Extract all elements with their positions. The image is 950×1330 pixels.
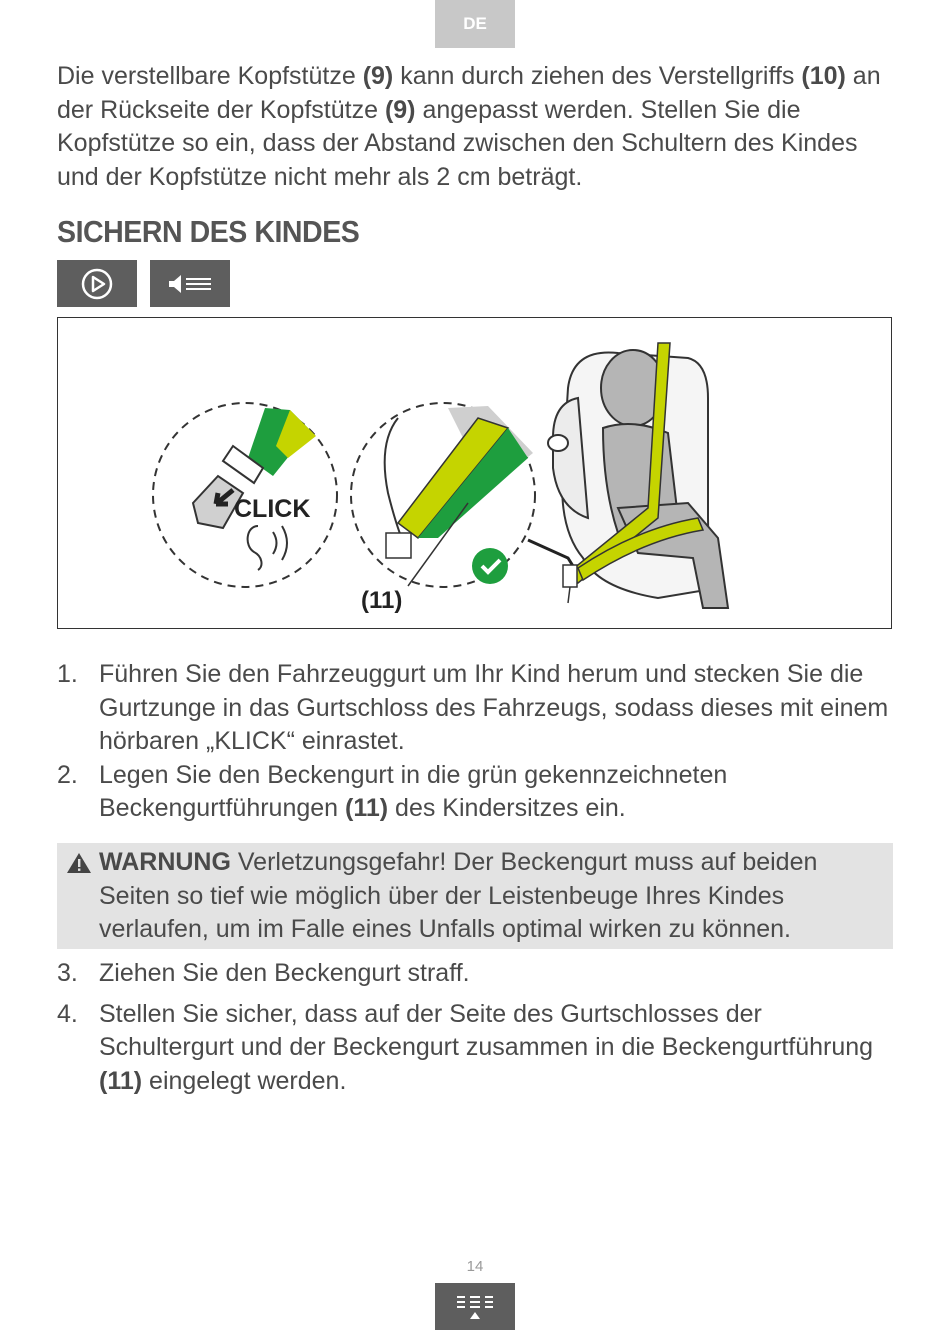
language-tab[interactable]: [435, 0, 515, 48]
step-text: Legen Sie den Beckengurt in die grün gekennzeichneten Beckengurtführungen: [99, 760, 728, 822]
play-circle-icon: [80, 267, 114, 301]
belt-guide-detail: [351, 403, 535, 614]
intro-text-3: an der Rückseite der Kopfstütze: [57, 62, 881, 124]
step-text-end: eingelegt werden.: [142, 1066, 347, 1095]
step-ref: (11): [345, 794, 389, 822]
list-item: [57, 998, 897, 1099]
step-number: 2.: [57, 760, 78, 789]
step-text: Stellen Sie sicher, dass auf der Seite des Gurtschlosses der Schultergurt und der Beckengurt zusammen in die Beckengurtführung: [99, 999, 874, 1061]
step-text-end: des Kindersitzes ein.: [388, 794, 626, 822]
step-number: 4.: [57, 999, 78, 1028]
intro-text-1: Die verstellbare Kopfstütze: [57, 62, 363, 90]
section-title: SICHERN DES KINDES: [57, 214, 360, 249]
language-label: DE: [463, 14, 487, 33]
step-text: Führen Sie den Fahrzeuggurt um Ihr Kind herum und stecken Sie die Gurtzunge in das Gurtschloss des Fahrzeugs, sodass dieses mit einem hörbaren „KLICK“ einrastet.: [99, 660, 889, 755]
audio-list-icon: [165, 272, 215, 296]
steps-list-1: [57, 658, 897, 826]
step-ref: (11): [99, 1066, 143, 1095]
intro-ref-9b: (9): [384, 95, 416, 124]
table-of-contents-button[interactable]: [435, 1283, 515, 1330]
intro-text-2: kann durch ziehen des Verstellgriffs: [393, 62, 802, 90]
intro-ref-10: (10): [801, 62, 846, 90]
steps-list-2: [57, 957, 897, 1098]
warning-label: WARNUNG: [99, 848, 231, 876]
page-number: 14: [466, 1258, 484, 1275]
intro-paragraph: [57, 60, 897, 194]
audio-instructions-button[interactable]: [150, 260, 230, 307]
belt-illustration-drawing: [58, 318, 893, 630]
belt-guide-callout: (11): [361, 587, 403, 614]
child-seat-drawing: [548, 343, 728, 608]
play-video-button[interactable]: [57, 260, 137, 307]
list-item: [57, 658, 897, 759]
buckle-click-detail: [153, 403, 337, 587]
intro-text-4: angepasst werden. Stellen Sie die Kopfstütze so ein, dass der Abstand zwischen den Schultern des Kindes und der Kopfstütze nicht mehr als 2 cm beträgt.: [57, 95, 858, 191]
warning-text: Verletzungsgefahr! Der Beckengurt muss auf beiden Seiten so tief wie möglich über der Leistenbeuge Ihres Kindes verlaufen, um im Falle eines Unfalls optimal wirken zu können.: [99, 848, 818, 943]
warning-triangle-icon: [66, 852, 92, 874]
list-item: [57, 957, 897, 991]
step-number: 3.: [57, 959, 78, 987]
step-number: 1.: [57, 660, 78, 688]
click-label: CLICK: [234, 495, 311, 523]
intro-ref-9: (9): [362, 62, 394, 90]
menu-list-icon: [455, 1292, 495, 1322]
belt-illustration: [57, 317, 892, 629]
warning-box: [57, 843, 893, 949]
list-item: [57, 759, 897, 826]
step-text: Ziehen Sie den Beckengurt straff.: [99, 959, 470, 987]
